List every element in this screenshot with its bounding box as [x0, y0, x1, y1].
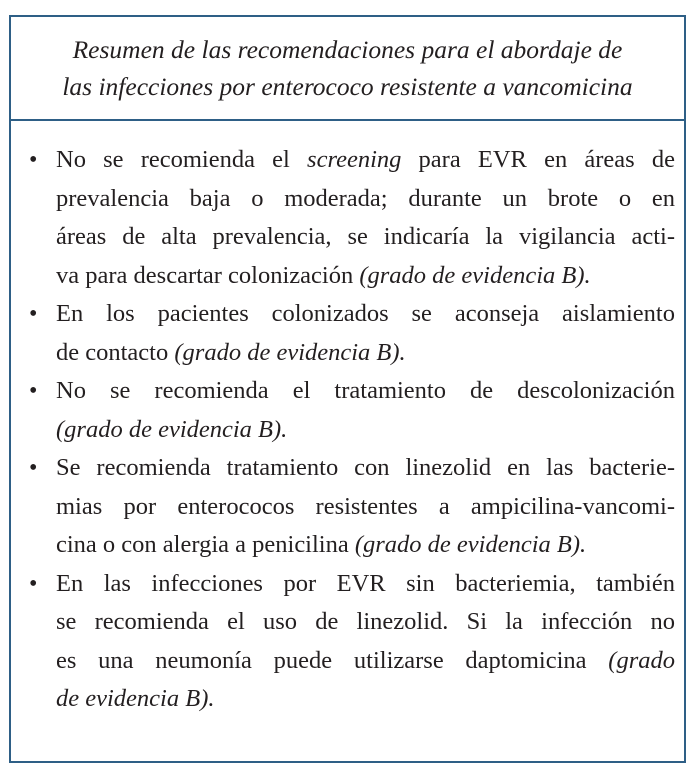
text-segment: No se recomienda el [56, 146, 308, 173]
recommendation-list [27, 141, 675, 719]
bullet-icon: • [29, 378, 38, 404]
recommendation-item [27, 295, 675, 372]
text-segment: áreas de alta prevalencia, se indicaría la vigilancia acti- [56, 223, 675, 250]
recommendation-item [27, 372, 675, 449]
bullet-icon: • [29, 570, 38, 597]
recommendation-line [56, 642, 675, 681]
recommendation-line [56, 372, 675, 411]
text-segment: No se recomienda el tratamiento de descolonización [56, 377, 675, 404]
text-segment: va para descartar colonización [56, 261, 360, 289]
recommendation-item [27, 141, 675, 295]
text-segment: En las infecciones por EVR sin bacteriemia, también [56, 569, 675, 597]
recommendation-line [56, 218, 675, 257]
italic-text: (grado [608, 646, 675, 674]
italic-text: de evidencia B). [56, 685, 215, 712]
bullet-icon: • [29, 301, 38, 327]
italic-text: (grado de evidencia B). [174, 338, 406, 366]
box-title [11, 17, 684, 121]
bullet-icon: • [29, 455, 38, 481]
title-line-2: las infecciones por enterococo resistente a vancomicina [62, 72, 633, 101]
text-segment: es una neumonía puede utilizarse daptomicina [56, 646, 609, 674]
recommendation-item [27, 449, 675, 565]
recommendation-line [56, 488, 675, 527]
recommendations-box [9, 15, 686, 763]
recommendation-line [56, 180, 675, 219]
italic-text: (grado de evidencia B). [56, 415, 288, 443]
recommendation-line [56, 603, 675, 642]
bullet-icon: • [29, 147, 38, 173]
text-segment: para EVR en áreas de [401, 146, 675, 173]
recommendation-line [56, 334, 675, 373]
text-segment: se recomienda el uso de linezolid. Si la infección no [56, 608, 675, 635]
text-segment: mias por enterococos resistentes a ampicilina-vancomi- [56, 492, 675, 520]
text-segment: Se recomienda tratamiento con linezolid en las bacterie- [56, 454, 675, 481]
recommendation-line [56, 141, 675, 180]
recommendation-line [56, 449, 675, 488]
text-segment: En los pacientes colonizados se aconseja aislamiento [56, 300, 675, 327]
recommendation-line [56, 411, 675, 450]
recommendation-line [56, 680, 675, 719]
text-segment: de contacto [56, 338, 175, 366]
text-segment: prevalencia baja o moderada; durante un brote o en [56, 184, 675, 212]
text-segment: cina o con alergia a penicilina [56, 531, 355, 558]
italic-text: (grado de evidencia B). [359, 261, 591, 289]
italic-text: (grado de evidencia B). [354, 531, 587, 558]
recommendation-item [27, 565, 675, 719]
recommendation-line [56, 257, 675, 296]
recommendation-line [56, 526, 675, 565]
recommendation-line [56, 565, 675, 604]
italic-text: screening [307, 146, 402, 173]
title-line-1: Resumen de las recomendaciones para el abordaje de [72, 35, 623, 64]
recommendation-line [56, 295, 675, 334]
